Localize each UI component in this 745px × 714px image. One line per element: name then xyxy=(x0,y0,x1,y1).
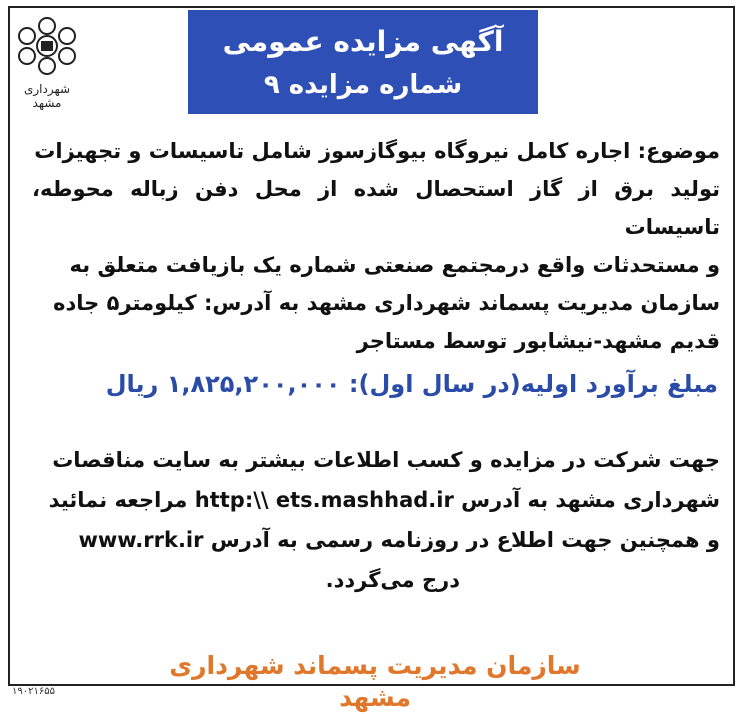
details-line xyxy=(32,520,720,560)
issuing-organization: سازمان مدیریت پسماند شهرداری مشهد xyxy=(169,651,581,712)
details-text: و همچنین جهت اطلاع در روزنامه رسمی به آدرس xyxy=(210,528,720,552)
municipality-emblem-icon xyxy=(12,12,82,84)
notice-title: آگهی مزایده عمومی xyxy=(222,25,504,58)
subject-line: موضوع: اجاره کامل نیروگاه بیوگازسوز شامل تاسیسات و تجهیزات xyxy=(34,139,720,163)
participation-details xyxy=(32,440,720,600)
logo-caption: شهرداری مشهد xyxy=(23,82,71,110)
subject-line: و مستحدثات واقع درمجتمع صنعتی شماره یک بازیافت متعلق به xyxy=(69,253,720,277)
details-text: شهرداری مشهد به آدرس xyxy=(461,488,720,512)
tender-site-link[interactable]: http:\\ ets.mashhad.ir xyxy=(194,488,454,512)
details-line: درج می‌گردد. xyxy=(325,568,460,592)
notice-subject xyxy=(32,132,720,360)
estimated-price: مبلغ برآورد اولیه(در سال اول): ۱,۸۲۵,۲۰۰,۰۰۰ ریال xyxy=(105,370,718,398)
official-gazette-link[interactable]: www.rrk.ir xyxy=(78,528,204,552)
details-line: جهت شرکت در مزایده و کسب اطلاعات بیشتر به سایت مناقصات xyxy=(52,448,720,472)
notice-code: ۱۹۰۲۱۶۵۵ xyxy=(12,686,55,697)
subject-line: تولید برق از گاز استحصال شده از محل دفن زباله محوطه، تاسیسات xyxy=(32,177,720,239)
details-text: مراجعه نمائید xyxy=(48,488,188,512)
subject-line: سازمان مدیریت پسماند شهرداری مشهد به آدرس: کیلومتر۵ جاده xyxy=(53,291,720,315)
details-line xyxy=(32,480,720,520)
subject-line: قدیم مشهد-نیشابور توسط مستاجر xyxy=(356,329,720,353)
notice-subtitle: شماره مزایده ۹ xyxy=(263,70,463,100)
notice-header xyxy=(188,10,538,114)
